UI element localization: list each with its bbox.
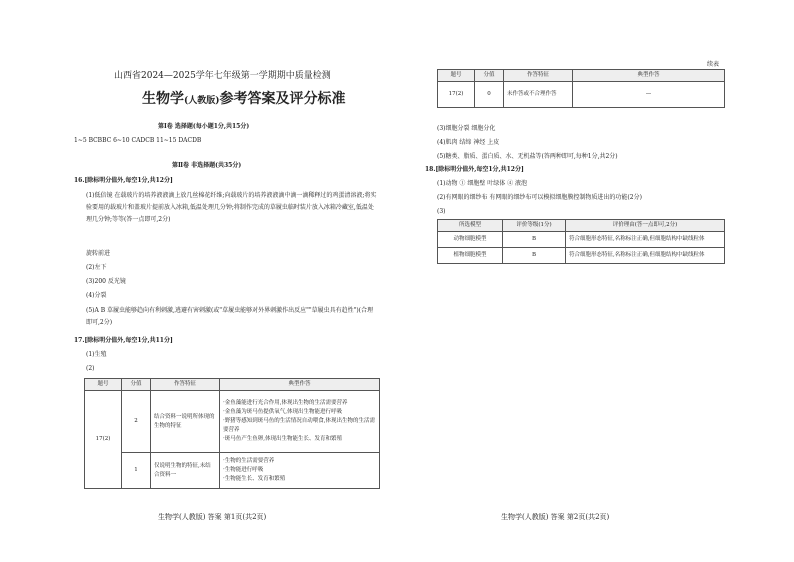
q17-part1: (1)生殖 — [86, 351, 107, 358]
doc-edition: (人教版) — [184, 96, 220, 106]
q16-part5: (5)A B 草履虫能够趋向有利刺激,逃避有害刺激(或"草履虫能够对外界刺激作出反应""草履虫具有趋性")(合理即可,2分) — [86, 307, 374, 326]
question-number-cell: 17(2) — [85, 391, 122, 489]
reason-cell: 符合细胞形态特征,名称标注正确,但细胞结构中缺线粒体 — [566, 248, 725, 264]
q18-part3: (3) — [437, 208, 446, 215]
q17-part2: (2) — [86, 365, 95, 372]
answer-item: ·生物能进行呼吸 — [223, 467, 264, 473]
answer-item: ·金鱼藻能进行光合作用,体现出生物的生活需要营养 — [223, 400, 348, 406]
q16-part3: (3)200 反光镜 — [86, 278, 126, 285]
answers-cell — [220, 391, 380, 453]
answers-cell — [220, 453, 380, 489]
score-cell: 2 — [122, 391, 151, 453]
q16-header: 16.[除标明分值外,每空1分,共12分] — [74, 177, 173, 184]
doc-title — [142, 92, 346, 106]
q18-part2: (2)有网眼的细纱布 有网眼的细纱布可以模拟细胞膜控制物质进出的功能(2分) — [437, 194, 642, 201]
feature-cell: 结合资料一说明所体现的生物的特征 — [151, 391, 220, 453]
col-header: 作答特征 — [504, 70, 573, 82]
part2-title: 第Ⅱ卷 非选择题(共35分) — [172, 162, 242, 169]
q16-part4: (4)分裂 — [86, 292, 107, 299]
col-header: 所选模型 — [438, 220, 503, 232]
grade-cell: B — [503, 232, 566, 248]
table-row — [85, 391, 380, 453]
right-page — [425, 0, 725, 562]
q17-part4: (4)肌肉 结缔 神经 上皮 — [437, 139, 500, 146]
col-header: 评价理由(答一点即可,2分) — [566, 220, 725, 232]
model-cell: 植物细胞模型 — [438, 248, 503, 264]
doc-title-main: 生物学 — [142, 91, 184, 107]
continued-label: 续表 — [707, 61, 720, 68]
reason-cell: 符合细胞形态特征,名称标注正确,但细胞结构中缺线粒体 — [566, 232, 725, 248]
q16-part1: (1)低倍镜 在载玻片的培养液液滴上放几丝棉花纤维;向载玻片的培养液液滴中滴一滴稀释过的鸡蛋清溶液;将实验要用的载玻片和盖玻片提前放入冰箱,低温处理几分钟;将制作完成的草履虫临时装片放入冰箱冷藏室,低温处理几分钟;等等(答一点即可,2分) — [86, 192, 377, 223]
feature-cell: 未作答或不合理作答 — [504, 82, 573, 108]
col-header: 分值 — [475, 70, 504, 82]
part1-answers: 1~5 BCBBC 6~10 CADCB 11~15 DACDB — [74, 137, 202, 144]
table-header-row — [85, 379, 380, 391]
table-row — [438, 232, 725, 248]
part1-title: 第Ⅰ卷 选择题(每小题1分,共15分) — [158, 123, 250, 130]
q17-score-table-continued — [437, 69, 725, 108]
col-header: 典型作答 — [573, 70, 725, 82]
q18-header: 18.[除标明分值外,每空1分,共12分] — [425, 166, 524, 173]
q16-part2: (2)左下 — [86, 264, 107, 271]
q18-evaluation-table — [437, 219, 725, 264]
table-row — [438, 82, 725, 108]
q17-part3: (3)细胞分裂 细胞分化 — [437, 125, 496, 132]
question-number-cell: 17(2) — [438, 82, 475, 108]
answer-item: ·生物的生活需要营养 — [223, 458, 275, 464]
exam-title: 山西省2024—2025学年七年级第一学期期中质量检测 — [114, 71, 331, 81]
col-header: 典型作答 — [220, 379, 380, 391]
q16-part1b: 旋转前进 — [86, 250, 111, 257]
grade-cell: B — [503, 248, 566, 264]
left-page — [72, 0, 382, 562]
model-cell: 动物细胞模型 — [438, 232, 503, 248]
score-cell: 0 — [475, 82, 504, 108]
answer-item: ·野猪等感知到斑马鱼的生活情况自动喂食,体现出生物的生活需要营养 — [223, 418, 375, 433]
feature-cell: 仅说明生物的特征,未结合资料一 — [151, 453, 220, 489]
table-header-row — [438, 70, 725, 82]
table-row — [85, 453, 380, 489]
col-header: 作答特征 — [151, 379, 220, 391]
doc-title-rest: 参考答案及评分标准 — [219, 91, 346, 107]
col-header: 分值 — [122, 379, 151, 391]
col-header: 评价等级(1分) — [503, 220, 566, 232]
q17-score-table — [84, 378, 380, 489]
table-header-row — [438, 220, 725, 232]
answer-item: ·生物能生长、发育和繁殖 — [223, 476, 286, 482]
col-header: 题号 — [85, 379, 122, 391]
answer-item: ·金鱼藻为斑马鱼提供氧气,体现出生物能进行呼吸 — [223, 409, 342, 415]
answer-item: ·斑马鱼产生鱼卵,体现出生物能生长、发育和繁殖 — [223, 436, 342, 442]
q18-part1: (1)动物 ① 细胞壁 叶绿体 ④ 液泡 — [437, 180, 528, 187]
q17-header: 17.[除标明分值外,每空1分,共11分] — [74, 337, 173, 344]
page-footer: 生物学(人教版) 答案 第1页(共2页) — [158, 513, 267, 521]
table-row — [438, 248, 725, 264]
page-footer: 生物学(人教版) 答案 第2页(共2页) — [501, 513, 610, 521]
score-cell: 1 — [122, 453, 151, 489]
col-header: 题号 — [438, 70, 475, 82]
q17-part5: (5)糖类、脂质、蛋白质、水、无机盐等(答两种即可,每种1分,共2分) — [437, 153, 618, 160]
answers-cell: — — [573, 82, 725, 108]
